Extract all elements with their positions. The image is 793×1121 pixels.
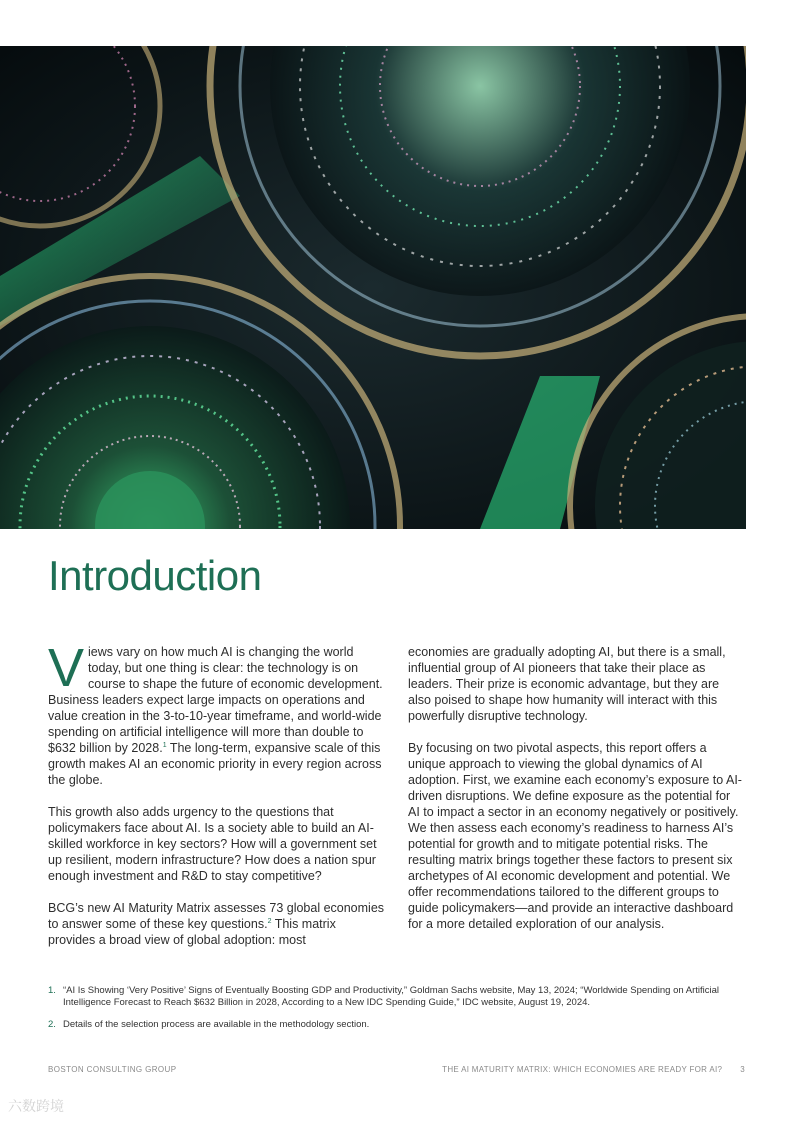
paragraph-text: This matrix provides a broad view of global adoption: most (48, 917, 336, 947)
intro-paragraph-4: economies are gradually adopting AI, but there is a small, influential group of AI pioneers that take their place as leaders. Their prize is economic advantage, but they are also poised to shape how humanity will interact with this powerfully disruptive technology. (408, 645, 726, 723)
footnote-text: Details of the selection process are available in the methodology section. (63, 1019, 370, 1030)
hero-image (0, 46, 746, 529)
footer-publisher: BOSTON CONSULTING GROUP (48, 1065, 177, 1074)
footer-report-title (442, 1065, 745, 1074)
page-title: Introduction (48, 552, 262, 599)
paragraph-text: BCG’s new AI Maturity Matrix assesses 73 global economies to answer some of these key questions. (48, 901, 385, 931)
footnote-ref-2[interactable]: 2 (267, 917, 272, 925)
footnote-number: 1. (48, 985, 56, 996)
footnote-ref-1[interactable]: 1 (162, 741, 167, 749)
intro-paragraph-5: By focusing on two pivotal aspects, this report offers a unique approach to viewing the global dynamics of AI adoption. First, we examine each economy’s exposure to AI-driven disruptions. We define exposure as the potential for AI to impact a sector in an economy negatively or positively. We then assess each economy’s readiness to harness AI’s potential for growth and to mitigate potential risks. The resulting matrix brings together these factors to present six archetypes of AI economic development and potential. We offer recommendations tailored to the different groups to guide policymakers—and provide an interactive dashboard for a more detailed exploration of our analysis. (408, 741, 742, 931)
footnote-text: “AI Is Showing ‘Very Positive’ Signs of Eventually Boosting GDP and Productivity,” Goldman Sachs website, May 13, 2024; “Worldwide Spending on Artificial Intelligence Forecast to Reach $632 Billion in 2028, According to a New IDC Spending Guide,” IDC website, August 19, 2024. (63, 985, 720, 1008)
paragraph-text: The long-term, expansive scale of this growth makes AI an economic priority in every region across the globe. (48, 741, 382, 787)
intro-paragraph-1 (48, 638, 386, 788)
watermark: 六数跨境 (8, 1098, 64, 1114)
footer-title-text: THE AI MATURITY MATRIX: WHICH ECONOMIES ARE READY FOR AI? (442, 1065, 723, 1074)
footnote-number: 2. (48, 1019, 56, 1030)
intro-paragraph-3 (48, 900, 386, 948)
footnote (48, 985, 748, 1009)
intro-paragraph-2: This growth also adds urgency to the questions that policymakers face about AI. Is a society able to build an AI-skilled workforce in key sectors? How will a government set up resilient, modern infrastructure? How does a nation spur enough investment and R&D to stay competitive? (48, 805, 377, 883)
footnote (48, 1019, 748, 1031)
right-column (408, 644, 743, 948)
paragraph-text: iews vary on how much AI is changing the world today, but one thing is clear: the technology is on course to shape the future of economic development. Business leaders expect large impacts on operations and value creation in the 3-to-10-year timeframe, and world-wide spending on artificial intelligence will more than double to $632 billion by 2028. (48, 645, 383, 755)
footnotes (48, 985, 748, 1041)
drop-cap: V (48, 638, 85, 698)
page-number: 3 (740, 1065, 745, 1074)
left-column (48, 638, 386, 964)
